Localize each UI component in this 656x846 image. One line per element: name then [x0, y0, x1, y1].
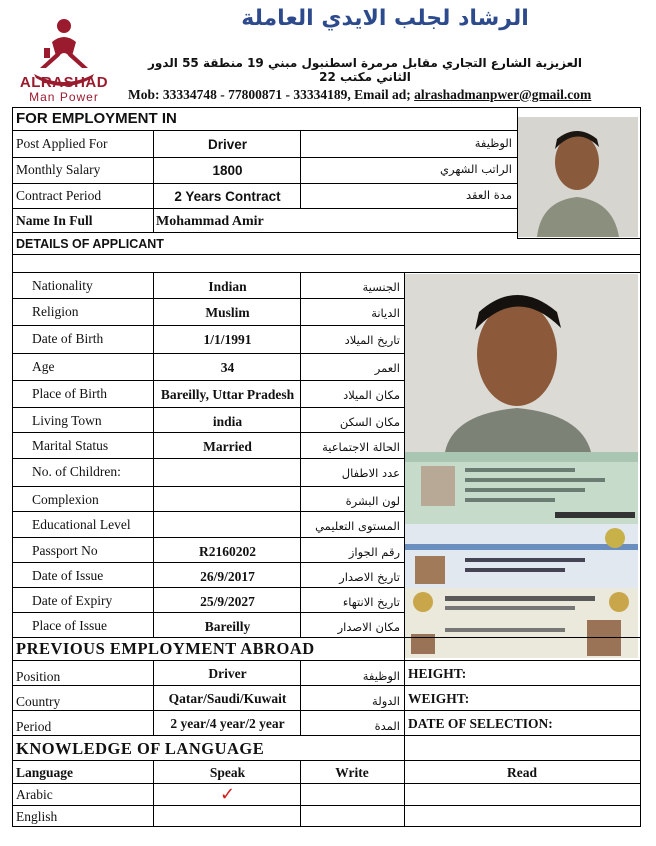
- applicant-value: Married: [203, 439, 252, 454]
- applicant-label-arabic: رقم الجواز: [348, 545, 400, 559]
- previous-label-arabic: المدة: [374, 719, 400, 733]
- company-title-arabic: الرشاد لجلب الايدي العاملة: [241, 6, 529, 31]
- grid-line: [12, 272, 405, 273]
- applicant-label-arabic: تاريخ الانتهاء: [342, 595, 400, 609]
- language-column-header: Speak: [209, 765, 246, 780]
- email-link[interactable]: alrashadmanpwer@gmail.com: [414, 87, 592, 102]
- employment-label-arabic: الوظيفة: [474, 136, 512, 150]
- grid-line: [12, 637, 641, 638]
- applicant-label: Age: [32, 359, 55, 374]
- grid-line: [12, 325, 405, 326]
- name-value: Mohammad Amir: [156, 214, 264, 229]
- applicant-photo: [517, 117, 638, 237]
- employment-label: Monthly Salary: [16, 162, 101, 177]
- grid-line: [153, 130, 154, 232]
- grid-line: [300, 272, 301, 637]
- employment-value: Driver: [207, 137, 248, 152]
- applicant-value: Indian: [208, 279, 247, 294]
- applicant-label-arabic: مكان الميلاد: [343, 388, 400, 402]
- previous-label: Country: [16, 694, 61, 709]
- grid-line: [153, 272, 154, 637]
- applicant-label: Marital Status: [32, 438, 109, 453]
- applicant-label: Place of Issue: [32, 618, 107, 633]
- applicant-value: 1/1/1991: [203, 332, 252, 347]
- applicant-label-arabic: مكان السكن: [339, 415, 400, 429]
- previous-right-label: HEIGHT:: [408, 666, 467, 681]
- applicant-label-arabic: المستوى التعليمي: [315, 519, 400, 533]
- language-name: English: [16, 809, 58, 824]
- grid-line: [12, 130, 517, 131]
- applicant-label: Place of Birth: [32, 386, 107, 401]
- employment-value: 2 Years Contract: [174, 189, 281, 204]
- brand-subtitle: Man Power: [29, 90, 99, 104]
- grid-line: [12, 208, 517, 209]
- grid-line: [517, 238, 640, 239]
- employment-heading: FOR EMPLOYMENT IN: [16, 110, 177, 127]
- brand-name: ALRASHAD: [19, 74, 109, 91]
- employment-label: Post Applied For: [16, 136, 108, 151]
- grid-line: [12, 486, 405, 487]
- previous-value: Driver: [208, 666, 247, 681]
- applicant-label-arabic: العمر: [374, 361, 400, 375]
- grid-line: [12, 760, 641, 761]
- grid-line: [12, 298, 405, 299]
- applicant-label: Date of Birth: [32, 331, 104, 346]
- qatar-id-card: [405, 452, 638, 524]
- grid-line: [12, 458, 405, 459]
- grid-line: [12, 805, 641, 806]
- grid-line: [300, 660, 301, 735]
- applicant-label: Date of Issue: [32, 568, 104, 583]
- previous-label-arabic: الدولة: [372, 694, 400, 708]
- previous-value: Qatar/Saudi/Kuwait: [168, 691, 287, 706]
- applicant-label: Living Town: [32, 413, 102, 428]
- grid-line: [517, 107, 518, 238]
- grid-line: [12, 685, 641, 686]
- previous-label: Position: [16, 669, 61, 684]
- language-name: Arabic: [16, 787, 53, 802]
- previous-label-arabic: الوظيفة: [362, 669, 400, 683]
- applicant-label-arabic: تاريخ الاصدار: [339, 570, 400, 584]
- applicant-label-arabic: الجنسية: [362, 280, 400, 294]
- grid-line: [12, 432, 405, 433]
- previous-right-label: WEIGHT:: [408, 691, 470, 706]
- language-column-header: Write: [335, 765, 369, 780]
- grid-line: [12, 380, 405, 381]
- applicant-value: Bareilly, Uttar Pradesh: [160, 387, 295, 402]
- employment-label-arabic: الراتب الشهري: [440, 162, 512, 176]
- table-left-border: [12, 107, 13, 827]
- applicant-label: Date of Expiry: [32, 593, 113, 608]
- language-column-header: Language: [16, 765, 74, 780]
- table-top-border: [12, 107, 641, 108]
- kuwait-license-card: [405, 588, 638, 658]
- language-speak-mark: ✓: [219, 784, 236, 805]
- contact-line: [128, 87, 638, 103]
- applicant-label-arabic: مكان الاصدار: [337, 620, 400, 634]
- applicant-value: india: [212, 414, 243, 429]
- applicant-value: Muslim: [205, 305, 250, 320]
- grid-line: [12, 735, 641, 736]
- applicant-label: Complexion: [32, 492, 99, 507]
- grid-line: [153, 660, 154, 735]
- previous-value: 2 year/4 year/2 year: [170, 716, 285, 731]
- grid-line: [12, 562, 405, 563]
- applicant-value: 34: [220, 360, 235, 375]
- applicant-label-arabic: الديانة: [371, 306, 400, 320]
- name-label: Name In Full: [16, 213, 93, 228]
- applicant-value: 25/9/2027: [200, 594, 255, 609]
- employment-value: 1800: [212, 163, 243, 178]
- grid-line: [12, 353, 405, 354]
- grid-line: [12, 254, 641, 255]
- grid-line: [12, 826, 641, 827]
- applicant-value: 26/9/2017: [200, 569, 255, 584]
- grid-line: [12, 511, 405, 512]
- applicant-label-arabic: تاريخ الميلاد: [344, 333, 400, 347]
- grid-line: [12, 587, 405, 588]
- passport-photo: [405, 274, 638, 452]
- applicant-label: Passport No: [32, 543, 98, 558]
- applicant-label-arabic: عدد الاطفال: [341, 466, 400, 480]
- employment-label: Contract Period: [16, 188, 102, 203]
- table-right-border: [640, 107, 641, 827]
- company-address-arabic: العزيزية الشارع التجاري مقابل مرمرة اسطنبول مبني 19 منطقة 55 الدور الثاني مكتب 22: [147, 56, 583, 84]
- driving-license-card: [405, 524, 638, 588]
- grid-line: [153, 760, 154, 826]
- applicant-label: Religion: [32, 304, 79, 319]
- language-column-header: Read: [507, 765, 537, 780]
- grid-line: [12, 710, 641, 711]
- grid-line: [12, 407, 405, 408]
- previous-heading: PREVIOUS EMPLOYMENT ABROAD: [16, 639, 315, 658]
- applicant-heading: DETAILS OF APPLICANT: [16, 237, 164, 251]
- applicant-label: Educational Level: [32, 517, 131, 532]
- grid-line: [12, 157, 517, 158]
- grid-line: [12, 660, 641, 661]
- language-heading: KNOWLEDGE OF LANGUAGE: [16, 739, 265, 758]
- applicant-label: No. of Children:: [32, 464, 121, 479]
- applicant-label-arabic: لون البشرة: [345, 494, 400, 508]
- applicant-value: R2160202: [199, 544, 256, 559]
- grid-line: [12, 232, 517, 233]
- previous-label: Period: [16, 719, 52, 734]
- grid-line: [300, 130, 301, 208]
- applicant-value: Bareilly: [204, 619, 251, 634]
- grid-line: [12, 183, 517, 184]
- employment-label-arabic: مدة العقد: [466, 188, 512, 202]
- applicant-label-arabic: الحالة الاجتماعية: [322, 440, 400, 454]
- mobile-numbers: Mob: 33334748 - 77800871 - 33334189, Email ad;: [128, 87, 415, 102]
- grid-line: [12, 783, 641, 784]
- grid-line: [404, 272, 405, 826]
- previous-right-label: DATE OF SELECTION:: [408, 716, 553, 731]
- applicant-label: Nationality: [32, 278, 93, 293]
- grid-line: [12, 537, 405, 538]
- grid-line: [12, 612, 405, 613]
